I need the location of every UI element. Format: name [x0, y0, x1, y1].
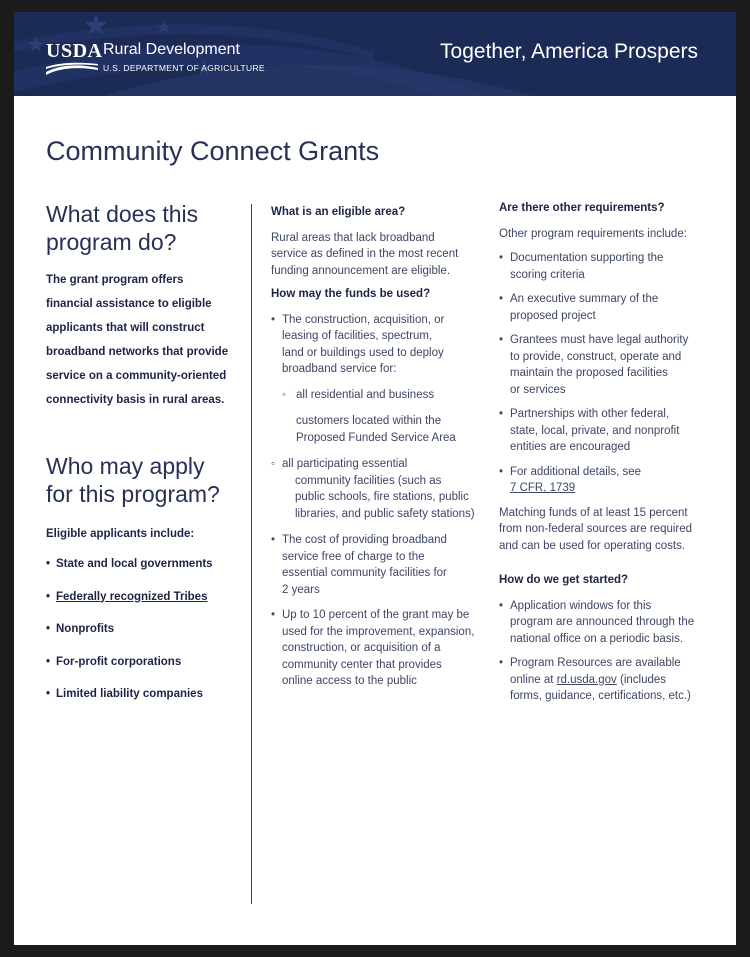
eligible-heading: Eligible applicants include: — [46, 528, 195, 540]
list-item: • Documentation supporting the scoring criteria — [499, 250, 721, 283]
requirements-question: Are there other requirements? — [499, 202, 665, 214]
usda-swoosh-icon — [46, 62, 98, 76]
sub-list — [271, 456, 486, 522]
sub-list — [282, 387, 486, 447]
list-item: ◦ all participating essential community facilities (such as public schools, fire stations, public libraries, and public safety stations) — [271, 456, 486, 522]
what-heading: What does this program do? — [46, 201, 199, 255]
list-item: • Nonprofits — [46, 623, 246, 656]
get-started-question: How do we get started? — [499, 574, 629, 586]
requirements-intro: Other program requirements include: — [499, 227, 687, 240]
list-item: • The cost of providing broadband service free of charge to the essential community facilities for 2 years — [271, 532, 486, 598]
page-title: Community Connect Grants — [46, 136, 380, 166]
column-divider — [251, 204, 252, 904]
list-item: • An executive summary of the proposed project — [499, 291, 721, 324]
program-description: The grant program offers financial assistance to eligible applicants that will construct broadband networks that provide service on a community-oriented connectivity basis in rural areas. — [46, 274, 229, 406]
funds-use-question: How may the funds be used? — [271, 288, 431, 300]
who-heading: Who may apply for this program? — [46, 453, 220, 507]
tribes-link[interactable]: Federally recognized Tribes — [56, 590, 208, 603]
get-started-list — [499, 598, 721, 705]
header-banner — [14, 12, 736, 96]
matching-funds-note: Matching funds of at least 15 percent from non-federal sources are required and can be used for operating costs. — [499, 506, 693, 552]
list-item: • Limited liability companies — [46, 688, 246, 721]
cfr-link[interactable]: 7 CFR, 1739 — [510, 482, 576, 494]
list-item: • Program Resources are available online at rd.usda.gov (includes forms, guidance, certifications, etc.) — [499, 655, 721, 705]
list-item: • Grantees must have legal authority to provide, construct, operate and maintain the proposed facilities or services — [499, 332, 721, 398]
department-name: U.S. DEPARTMENT OF AGRICULTURE — [103, 63, 265, 73]
document-page — [14, 12, 736, 945]
funds-use-list — [271, 312, 486, 447]
list-item: • For-profit corporations — [46, 656, 246, 689]
right-column — [499, 200, 721, 705]
list-item: • State and local governments — [46, 558, 246, 591]
left-column — [46, 200, 246, 721]
eligible-area-question: What is an eligible area? — [271, 206, 406, 218]
list-item: • Application windows for this program are announced through the national office on a periodic basis. — [499, 598, 721, 648]
funds-use-list-cont — [271, 532, 486, 690]
list-item — [46, 591, 246, 624]
list-item: ◦ all residential and business customers located within the Proposed Funded Service Area — [282, 387, 486, 447]
list-item: • Partnerships with other federal, state, local, private, and nonprofit entities are encouraged — [499, 406, 721, 456]
list-item: • Up to 10 percent of the grant may be used for the improvement, expansion, construction, or acquisition of a community center that provides online access to the public — [271, 607, 486, 690]
middle-column — [271, 204, 486, 690]
usda-logo: USDA — [46, 40, 103, 62]
eligible-area-answer: Rural areas that lack broadband service as defined in the most recent funding announcement are eligible. — [271, 231, 459, 277]
list-item: • For additional details, see 7 CFR, 1739 — [499, 464, 721, 497]
agency-name: Rural Development — [103, 41, 240, 58]
tagline: Together, America Prospers — [440, 40, 698, 63]
requirements-list — [499, 250, 721, 497]
eligible-list — [46, 558, 246, 721]
list-item: • The construction, acquisition, or leasing of facilities, spectrum, land or buildings used to deploy broadband service for: ◦ all residential and business customers located within the Proposed Funded Service Area — [271, 312, 486, 447]
rd-usda-link[interactable]: rd.usda.gov — [556, 673, 617, 686]
